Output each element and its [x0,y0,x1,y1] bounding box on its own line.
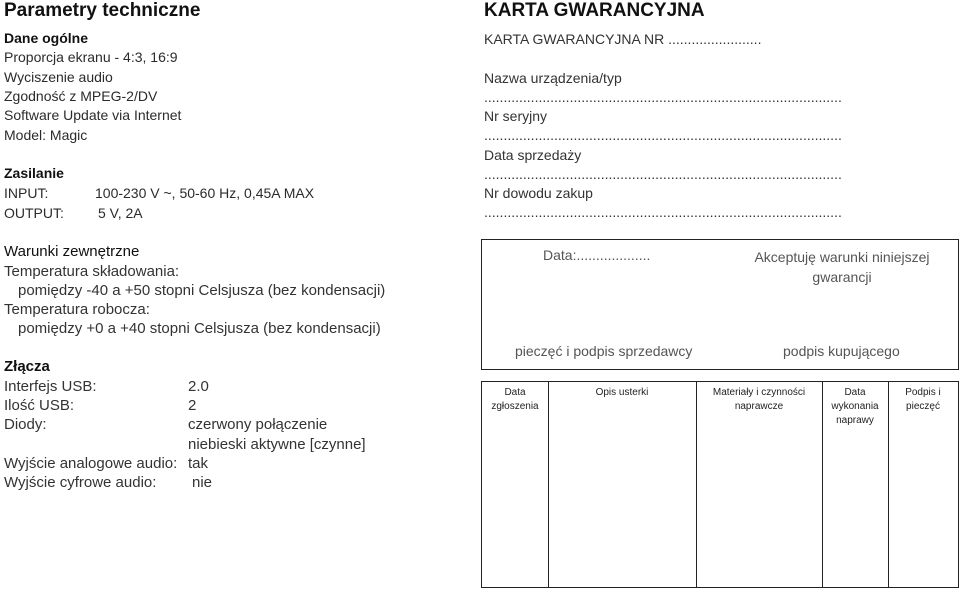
table-header: Data zgłoszenia [491,387,539,412]
sign-date[interactable]: Data:................... [543,247,651,263]
serial-label: Nr seryjny [484,108,548,124]
spec-line: Proporcja ekranu - 4:3, 16:9 [4,49,178,65]
section-heading-ports: Złącza [4,358,50,375]
env-label: Temperatura składowania: [4,263,180,280]
table-divider [548,382,549,587]
port-value: tak [188,455,209,472]
sale-date-dots[interactable]: ............................................................................................ [484,166,842,182]
warranty-number: KARTA GWARANCYJNA NR ........................ [484,31,762,47]
repair-table [481,381,959,588]
spec-line: Zgodność z MPEG-2/DV [4,88,158,104]
buyer-signature[interactable]: podpis kupującego [783,343,900,359]
env-value: pomiędzy -40 a +50 stopni Celsjusza (bez kondensacji) [18,282,386,299]
serial-dots[interactable]: ............................................................................................ [484,127,842,143]
page-title: Parametry techniczne [4,0,201,21]
accept-text: Akceptuję warunki niniejszej gwarancji [754,249,930,285]
seller-signature[interactable]: pieczęć i podpis sprzedawcy [515,343,693,359]
port-label: Interfejs USB: [4,378,97,395]
table-header: Podpis i pieczęć [905,387,941,412]
table-header: Data wykonania naprawy [831,387,879,426]
table-header: Materiały i czynności naprawcze [712,387,806,412]
power-label: OUTPUT: [4,205,64,221]
port-value: 2 [188,397,197,414]
section-heading-env: Warunki zewnętrzne [4,243,140,260]
port-value: nie [192,474,213,491]
env-label: Temperatura robocza: [4,301,150,318]
spec-line: Software Update via Internet [4,107,182,123]
warranty-title: KARTA GWARANCYJNA [484,0,705,21]
port-label: Wyjście analogowe audio: [4,455,178,472]
port-label: Ilość USB: [4,397,75,414]
table-header: Opis usterki [595,387,649,398]
section-heading-power: Zasilanie [4,165,64,181]
proof-dots[interactable]: ............................................................................................ [484,204,842,220]
spec-line: Wyciszenie audio [4,69,113,85]
env-value: pomiędzy +0 a +40 stopni Celsjusza (bez kondensacji) [18,320,381,337]
port-label: Wyjście cyfrowe audio: [4,474,157,491]
spec-line: Model: Magic [4,127,88,143]
power-value: 5 V, 2A [98,205,143,221]
port-label: Diody: [4,416,47,433]
proof-label: Nr dowodu zakup [484,185,593,201]
power-label: INPUT: [4,185,49,201]
port-value: 2.0 [188,378,209,395]
device-label: Nazwa urządzenia/typ [484,70,622,86]
port-value: niebieski aktywne [czynne] [188,436,366,453]
sale-date-label: Data sprzedaży [484,147,582,163]
port-value: czerwony połączenie [188,416,328,433]
section-heading-general: Dane ogólne [4,30,89,46]
signature-box [481,239,959,370]
device-dots[interactable]: ............................................................................................ [484,89,842,105]
power-value: 100-230 V ~, 50-60 Hz, 0,45A MAX [95,185,315,201]
